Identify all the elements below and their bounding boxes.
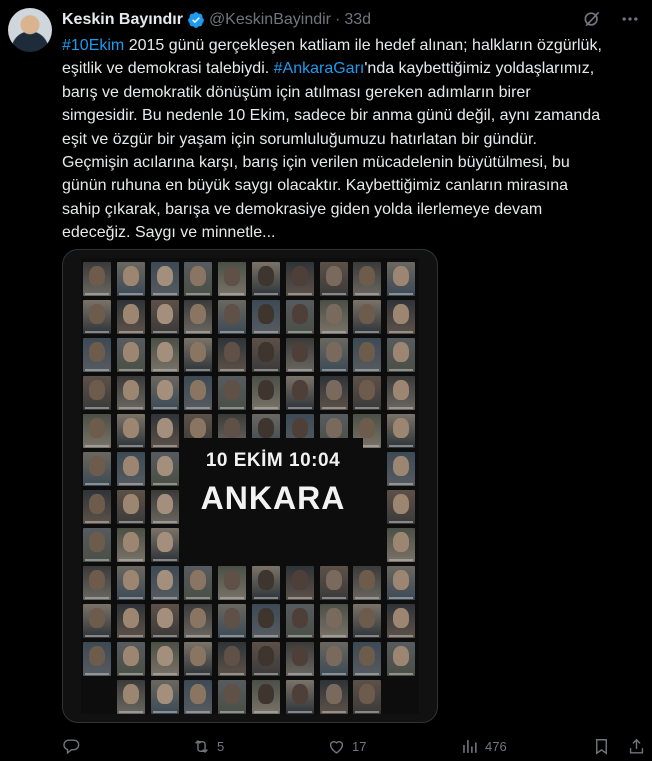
portrait-photo (151, 566, 179, 600)
tweet-header (62, 9, 640, 31)
portrait-photo (286, 300, 314, 334)
portrait-photo (184, 338, 212, 372)
portrait-photo (83, 642, 111, 676)
retweet-button[interactable] (192, 737, 224, 756)
portrait-photo (387, 414, 415, 448)
portrait-photo (286, 338, 314, 372)
portrait-photo (320, 300, 348, 334)
poster-city: ANKARA (200, 480, 346, 516)
portrait-photo (184, 376, 212, 410)
portrait-photo (252, 566, 280, 600)
share-button[interactable] (627, 737, 646, 756)
poster-banner (183, 438, 363, 528)
portrait-photo (387, 452, 415, 486)
portrait-photo (117, 490, 145, 524)
portrait-photo (83, 338, 111, 372)
portrait-photo (286, 642, 314, 676)
retweet-count: 5 (217, 738, 225, 754)
portrait-photo (117, 566, 145, 600)
portrait-photo (320, 262, 348, 296)
portrait-photo (353, 300, 381, 334)
portrait-photo (218, 642, 246, 676)
portrait-photo (218, 300, 246, 334)
portrait-photo (286, 680, 314, 714)
portrait-photo (387, 566, 415, 600)
tweet-text-line (62, 104, 642, 127)
portrait-photo (151, 680, 179, 714)
portrait-photo (117, 680, 145, 714)
tweet-text-line (62, 34, 642, 57)
portrait-photo (83, 452, 111, 486)
portrait-photo (252, 338, 280, 372)
tweet-text-line (62, 221, 642, 244)
portrait-photo (83, 528, 111, 562)
portrait-photo (151, 490, 179, 524)
timestamp[interactable]: 33d (344, 11, 372, 28)
portrait-photo (117, 414, 145, 448)
portrait-photo (83, 300, 111, 334)
tweet-text-segment: 'nda kaybettiğimiz yoldaşlarımız, (364, 60, 595, 78)
tweet-text-segment: edeceğiz. Saygı ve minnetle... (62, 224, 276, 242)
portrait-photo (252, 300, 280, 334)
portrait-photo (218, 262, 246, 296)
portrait-photo (218, 376, 246, 410)
portrait-photo (151, 338, 179, 372)
portrait-photo (184, 300, 212, 334)
portrait-photo (387, 376, 415, 410)
portrait-photo (320, 642, 348, 676)
reply-button[interactable] (62, 737, 87, 756)
portrait-photo (117, 604, 145, 638)
hashtag-link[interactable]: #AnkaraGarı (273, 60, 365, 78)
bookmark-button[interactable] (592, 737, 611, 756)
portrait-photo (387, 604, 415, 638)
tweet-text-segment: barış ve demokratik dönüşüm için atılması gereken adımların birer (62, 83, 531, 101)
tweet-text-line (62, 57, 642, 80)
portrait-photo (252, 680, 280, 714)
portrait-photo (218, 604, 246, 638)
tweet-text-line (62, 151, 642, 174)
tweet-media[interactable] (62, 249, 438, 723)
portrait-photo (184, 642, 212, 676)
portrait-photo (83, 262, 111, 296)
portrait-photo (353, 642, 381, 676)
author-name[interactable]: Keskin Bayındır (62, 11, 183, 28)
portrait-photo (286, 604, 314, 638)
portrait-photo (286, 376, 314, 410)
portrait-photo (83, 490, 111, 524)
portrait-photo (83, 566, 111, 600)
portrait-photo (387, 642, 415, 676)
portrait-photo (320, 680, 348, 714)
portrait-photo (320, 338, 348, 372)
tweet-text-segment: simgesidir. Bu nedenle 10 Ekim, sadece bir anma günü değil, aynı zamanda (62, 107, 601, 125)
portrait-photo (286, 262, 314, 296)
portrait-photo (353, 376, 381, 410)
tweet-text-segment: 2015 günü gerçekleşen katliam ile hedef alınan; halkların özgürlük, (124, 37, 602, 54)
share-icon (627, 737, 646, 756)
hashtag-link[interactable]: #10Ekim (62, 37, 125, 54)
reply-icon (62, 737, 81, 756)
portrait-photo (151, 642, 179, 676)
poster-date: 10 EKİM 10:04 (205, 450, 341, 471)
portrait-photo (151, 262, 179, 296)
tweet-text-segment: eşitlik ve demokrasi talebiydi. (62, 60, 274, 78)
portrait-photo (320, 604, 348, 638)
portrait-photo (117, 300, 145, 334)
portrait-photo (117, 262, 145, 296)
portrait-photo (387, 528, 415, 562)
portrait-photo (218, 680, 246, 714)
portrait-photo (353, 604, 381, 638)
tweet-text-segment: sahip çıkarak, barışa ve demokrasiye giden yolda ilerlemeye devam (62, 200, 543, 218)
tweet-text-line (62, 174, 642, 197)
portrait-photo (353, 680, 381, 714)
portrait-photo (320, 566, 348, 600)
memorial-poster-image (81, 258, 419, 714)
tweet-text-line (62, 128, 642, 151)
portrait-photo (353, 262, 381, 296)
grok-icon[interactable] (582, 9, 602, 29)
portrait-photo (252, 604, 280, 638)
views-icon (460, 737, 479, 756)
portrait-photo (151, 528, 179, 562)
separator-dot: · (335, 11, 341, 28)
portrait-photo (151, 376, 179, 410)
portrait-photo (387, 300, 415, 334)
portrait-photo (184, 262, 212, 296)
like-icon (327, 737, 346, 756)
portrait-photo (151, 414, 179, 448)
portrait-photo (117, 338, 145, 372)
portrait-photo (387, 338, 415, 372)
portrait-photo (252, 262, 280, 296)
portrait-photo (184, 604, 212, 638)
tweet-text-line (62, 81, 642, 104)
portrait-photo (117, 528, 145, 562)
tweet-text-line (62, 198, 642, 221)
portrait-photo (387, 490, 415, 524)
portrait-photo (387, 262, 415, 296)
portrait-photo (117, 452, 145, 486)
tweet-text-segment: günün ruhuna en büyük saygı olacaktır. Kaybettiğimiz canların mirasına (62, 177, 569, 195)
portrait-photo (286, 566, 314, 600)
portrait-photo (151, 452, 179, 486)
like-button[interactable] (327, 737, 366, 756)
tweet-text-segment: eşit ve özgür bir yaşam için sorumluluğumuzu hatırlatan bir gündür. (62, 130, 537, 148)
tweet-actions (62, 733, 642, 759)
tweet-text (62, 34, 642, 245)
retweet-icon (192, 737, 211, 756)
author-handle[interactable]: @KeskinBayindir (208, 11, 332, 28)
portrait-photo (151, 604, 179, 638)
portrait-photo (184, 566, 212, 600)
portrait-photo (117, 642, 145, 676)
portrait-photo (320, 376, 348, 410)
verified-badge-icon (187, 11, 205, 29)
portrait-photo (151, 300, 179, 334)
portrait-photo (353, 338, 381, 372)
portrait-photo (83, 414, 111, 448)
views-count: 476 (485, 738, 507, 754)
portrait-photo (83, 604, 111, 638)
portrait-photo (218, 566, 246, 600)
portrait-photo (83, 376, 111, 410)
portrait-photo (353, 566, 381, 600)
more-icon[interactable] (620, 9, 640, 29)
like-count: 17 (352, 738, 367, 754)
avatar[interactable] (8, 8, 52, 52)
portrait-photo (218, 338, 246, 372)
portrait-photo (117, 376, 145, 410)
tweet-text-segment: Geçmişin acılarına karşı, barış için verilen mücadelenin büyütülmesi, bu (62, 154, 570, 172)
portrait-photo (252, 642, 280, 676)
bookmark-icon (592, 737, 611, 756)
portrait-photo (184, 680, 212, 714)
portrait-photo (252, 376, 280, 410)
views-button[interactable] (460, 737, 507, 756)
